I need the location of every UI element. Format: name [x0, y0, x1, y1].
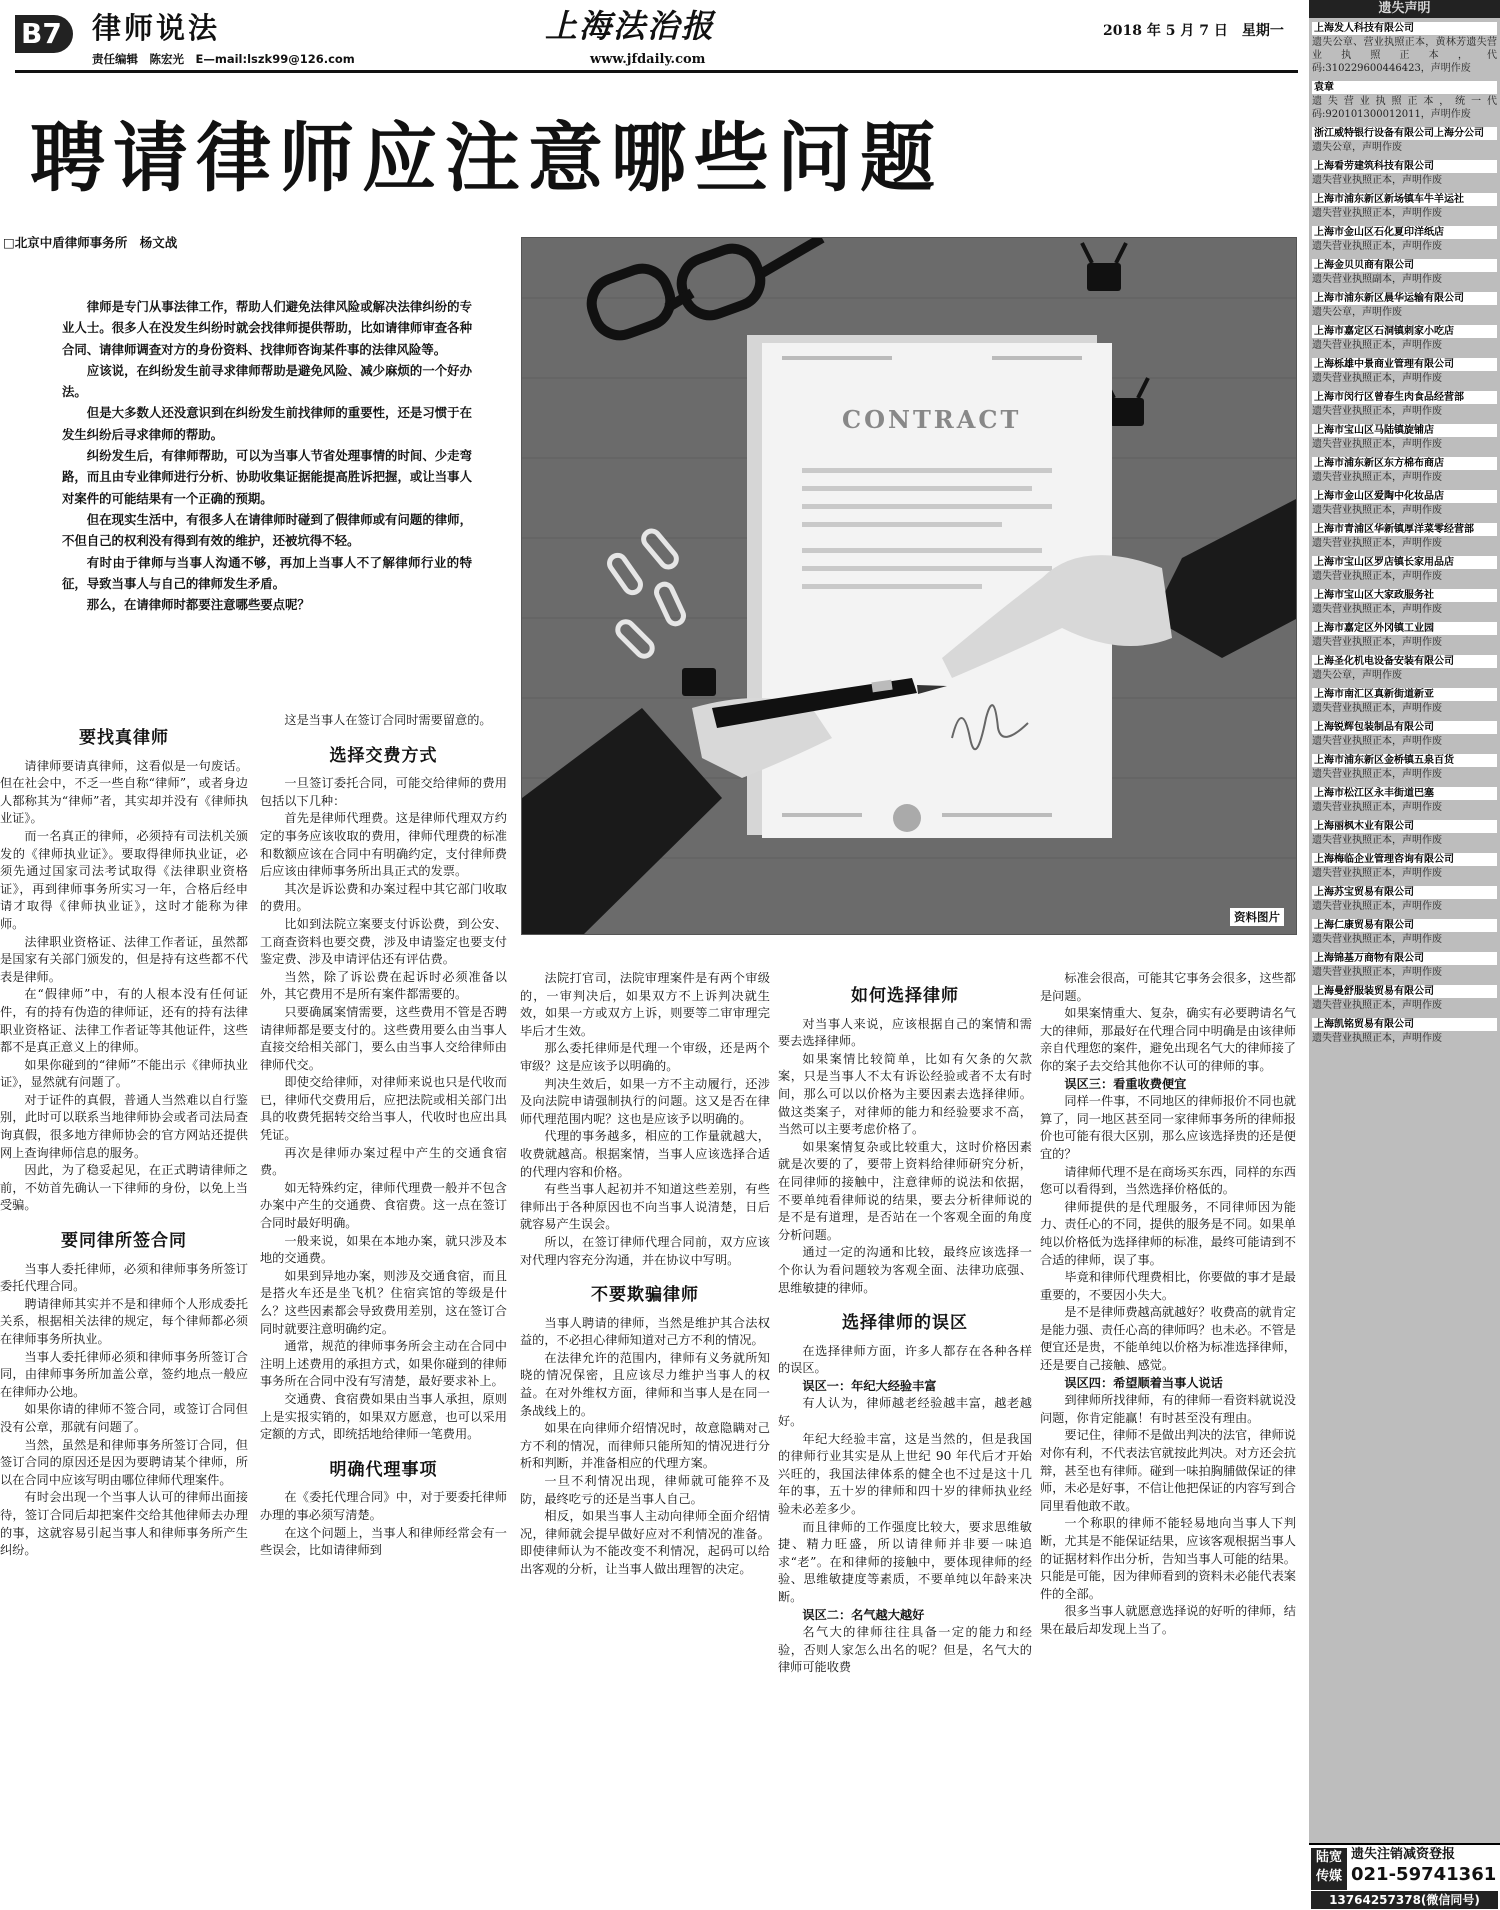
body-paragraph: 同样一件事，不同地区的律师报价不同也就算了，同一地区甚至同一家律师事务所的律师报价也可能有很大区别，那么应该选择贵的还是便宜的？ — [1040, 1094, 1296, 1161]
ad-text: 遗失营业执照正本，声明作废 — [1312, 835, 1442, 846]
body-paragraph: 如果你碰到的“律师”不能出示《律师执业证》，显然就有问题了。 — [0, 1057, 248, 1090]
column-3 — [520, 970, 770, 1910]
lead-paragraph: 那么，在请律师时都要注意哪些要点呢？ — [86, 597, 310, 613]
ad-notice — [1309, 519, 1500, 552]
ad-text: 遗失营业执照正本，声明作废 — [1312, 472, 1442, 483]
ad-text: 遗失营业执照正本，声明作废 — [1312, 868, 1442, 879]
body-paragraph: 聘请律师其实并不是和律师个人形成委托关系，根据相关法律的规定，每个律师都必须在律师事务所执业。 — [0, 1296, 248, 1346]
ads-column-title: 遗失声明 — [1309, 0, 1500, 18]
ads-footer-brand: 陆宽 传媒 — [1311, 1848, 1347, 1890]
ad-text: 遗失营业执照正本，声明作废 — [1312, 406, 1442, 417]
subheading: 选择交费方式 — [329, 745, 438, 766]
ad-company: 上海圣化机电设备安装有限公司 — [1312, 655, 1497, 668]
ad-notice — [1309, 684, 1500, 717]
ad-notice — [1309, 552, 1500, 585]
ad-text: 遗失营业执照正本，声明作废 — [1312, 901, 1442, 912]
ad-notice — [1309, 882, 1500, 915]
body-paragraph: 只要确属案情需要，这些费用不管是否聘请律师都是要支付的。这些费用要么由当事人直接交给相关部门，要么由当事人交给律师由律师代交。 — [260, 1004, 507, 1072]
ad-notice — [1309, 816, 1500, 849]
column-4 — [778, 970, 1032, 1910]
ad-company: 上海市浦东新区东方棉布商店 — [1312, 457, 1497, 470]
body-paragraph: 很多当事人就愿意选择说的好听的律师，结果在最后却发现上当了。 — [1040, 1604, 1296, 1636]
body-paragraph: 法院打官司，法院审理案件是有两个审级的，一审判决后，如果双方不上诉判决就生效，如果一方或双方上诉，则要等二审审理完毕后才生效。 — [520, 971, 770, 1038]
body-paragraph: 毕竟和律师代理费相比，你要做的事才是最重要的，不要因小失大。 — [1040, 1270, 1296, 1302]
ad-notice — [1309, 585, 1500, 618]
body-paragraph: 名气大的律师往往具备一定的能力和经验，否则人家怎么出名的呢？但是，名气大的律师可能收费 — [778, 1625, 1032, 1675]
ads-list — [1309, 18, 1500, 1843]
ad-company: 上海市浦东新区新场镇车牛羊运社 — [1312, 193, 1497, 206]
ad-company: 上海锦基万商物有限公司 — [1312, 952, 1497, 965]
body-paragraph: 请律师代理不是在商场买东西，同样的东西您可以看得到，当然选择价格低的。 — [1040, 1164, 1296, 1197]
subheading: 不要欺骗律师 — [591, 1285, 699, 1306]
body-paragraph: 那么委托律师是代理一个审级，还是两个审级？这是应该予以明确的。 — [520, 1041, 770, 1073]
ad-company: 上海丽枫木业有限公司 — [1312, 820, 1497, 833]
ad-company: 上海市金山区爱陶中化妆品店 — [1312, 490, 1497, 503]
ad-company: 上海仁康贸易有限公司 — [1312, 919, 1497, 932]
ads-footer-mobile: 13764257378(微信同号) — [1311, 1891, 1498, 1909]
contract-signing-illustration — [522, 238, 1297, 935]
ad-text: 遗失营业执照正本，声明作废 — [1312, 439, 1442, 450]
ad-notice — [1309, 651, 1500, 684]
ad-notice — [1309, 222, 1500, 255]
ad-text: 遗失营业执照正本，声明作废 — [1312, 175, 1442, 186]
lead-paragraph: 律师是专门从事法律工作，帮助人们避免法律风险或解决法律纠纷的专业人士。很多人在没发生纠纷时就会找律师提供帮助，比如请律师审查各种合同、请律师调查对方的身份资料、找律师咨询某件事的法律风险等。 — [62, 299, 472, 357]
body-paragraph: 律师提供的是代理服务，不同律师因为能力、责任心的不同，提供的服务是不同。如果单纯以价格低为选择律师的标准，最终可能请到不合适的律师，误了事。 — [1040, 1199, 1296, 1267]
body-paragraph: 当然，除了诉讼费在起诉时必须准备以外，其它费用不是所有案件都需要的。 — [260, 969, 507, 1002]
ad-company: 上海梅临企业管理咨询有限公司 — [1312, 853, 1497, 866]
body-paragraph: 年纪大经验丰富，这是当然的，但是我国的律师行业其实是从上世纪 90 年代后才开始兴旺的，我国法律体系的健全也不过是这十几年的事，五十岁的律师和四十岁的律师执业经验未必差多少。 — [778, 1431, 1032, 1517]
ad-notice — [1309, 981, 1500, 1014]
body-paragraph: 对于证件的真假，普通人当然难以自行鉴别，此时可以联系当地律师协会或者司法局查询真假，很多地方律师协会的官方网站还提供网上查询律师信息的服务。 — [0, 1092, 248, 1160]
ad-notice — [1309, 321, 1500, 354]
body-paragraph: 一旦签订委托合同，可能交给律师的费用包括以下几种： — [260, 776, 507, 808]
ad-company: 上海栎雄中景商业管理有限公司 — [1312, 358, 1497, 371]
body-paragraph: 这是当事人在签订合同时需要留意的。 — [284, 713, 492, 727]
body-paragraph: 当事人聘请的律师，当然是维护其合法权益的，不必担心律师知道对己方不利的情况。 — [520, 1315, 770, 1348]
body-paragraph: 相反，如果当事人主动向律师全面介绍情况，律师就会提早做好应对不利情况的准备。即使律师认为不能改变不利情况，起码可以给出客观的分析，让当事人做出理智的决定。 — [520, 1509, 770, 1576]
ad-text: 遗失营业执照正本，声明作废 — [1312, 538, 1442, 549]
column-1 — [0, 712, 248, 1910]
column-5 — [1040, 970, 1296, 1910]
ad-notice — [1309, 783, 1500, 816]
body-paragraph: 标准会很高，可能其它事务会很多，这些都是问题。 — [1040, 971, 1296, 1003]
body-paragraph: 其次是诉讼费和办案过程中其它部门收取的费用。 — [260, 881, 507, 914]
ad-notice — [1309, 750, 1500, 783]
ad-text: 遗失营业执照正本，声明作废 — [1312, 373, 1442, 384]
ad-company: 上海市嘉定区外冈镇工业园 — [1312, 622, 1497, 635]
body-paragraph: 在“假律师”中，有的人根本没有任何证件，有的持有伪造的律师证，还有的持有法律职业资格证、法律工作者证等其他证件，这些都不是真正意义上的律师。 — [0, 987, 248, 1055]
body-paragraph: 是不是律师费越高就越好？收费高的就肯定是能力强、责任心高的律师吗？也未必。不管是便宜还是贵，不能单纯以价格为标准选择律师，还是要自己接触、感觉。 — [1040, 1305, 1296, 1373]
ad-notice — [1309, 255, 1500, 288]
ad-text: 遗失营业执照正本，声明作废 — [1312, 604, 1442, 615]
ad-company: 上海苏宝贸易有限公司 — [1312, 886, 1497, 899]
article-title: 聘请律师应注意哪些问题 — [30, 114, 944, 202]
body-paragraph: 如果案情复杂或比较重大，这时价格因素就是次要的了，要带上资料给律师研究分析，在同律师的接触中，注意律师的说法和依据，不要单纯看律师说的结果，要去分析律师说的是不是有道理，是否站在一个客观全面的角度分析问题。 — [778, 1139, 1032, 1242]
body-paragraph: 请律师要请真律师，这看似是一句废话。但在社会中，不乏一些自称“律师”，或者身边人都称其为“律师”者，其实却并没有《律师执业证》。 — [0, 758, 248, 826]
ad-company: 上海看劳建筑科技有限公司 — [1312, 160, 1497, 173]
ad-text: 遗失公章、营业执照正本，黄林芳遗失营业执照正本，代码:310229600446423，声明作废 — [1312, 37, 1497, 74]
column-2 — [260, 712, 507, 1910]
body-paragraph: 如果在向律师介绍情况时，故意隐瞒对己方不利的情况，而律师只能所知的情况进行分析和判断，并准备相应的代理方案。 — [520, 1421, 770, 1471]
ads-footer-service: 遗失注销减资登报 — [1351, 1847, 1456, 1862]
lead-paragraph: 但在现实生活中，有很多人在请律师时碰到了假律师或有问题的律师，不但自己的权利没有得到有效的维护，还被坑得不轻。 — [62, 511, 472, 549]
body-paragraph: 在法律允许的范围内，律师有义务就所知晓的情况保密，且应该尽力维护当事人的权益。在对外维权方面，律师和当事人是在同一条战线上的。 — [520, 1350, 770, 1418]
body-paragraph: 通过一定的沟通和比较，最终应该选择一个你认为看问题较为客观全面、法律功底强、思维敏捷的律师。 — [778, 1245, 1032, 1295]
lead-paragraph: 但是大多数人还没意识到在纠纷发生前找律师的重要性，还是习惯于在发生纠纷后寻求律师的帮助。 — [62, 405, 472, 442]
photo-credit: 资料图片 — [1230, 908, 1284, 926]
misconception-heading: 误区一：年纪大经验丰富 — [802, 1378, 937, 1393]
body-paragraph: 通常，规范的律师事务所会主动在合同中注明上述费用的承担方式，如果你碰到的律师事务所在合同中没有写清楚，最好要求补上。 — [260, 1339, 507, 1389]
subheading: 明确代理事项 — [329, 1459, 438, 1480]
ad-text: 遗失营业执照正本，声明作废 — [1312, 637, 1442, 648]
ad-company: 上海市宝山区大家政服务社 — [1312, 589, 1497, 602]
ad-text: 遗失营业执照副本，声明作废 — [1312, 274, 1442, 285]
body-paragraph: 所以，在签订律师代理合同前，双方应该对代理内容充分沟通，并在协议中写明。 — [520, 1234, 770, 1267]
ad-company: 上海市闵行区曾春生肉食品经营部 — [1312, 391, 1497, 404]
misconception-heading: 误区二：名气越大越好 — [802, 1607, 925, 1622]
subheading: 选择律师的误区 — [842, 1313, 968, 1334]
ad-notice — [1309, 948, 1500, 981]
ad-notice — [1309, 156, 1500, 189]
body-paragraph: 判决生效后，如果一方不主动履行，还涉及向法院申请强制执行的问题。这又是否在律师代理范围内呢？这也是应该予以明确的。 — [520, 1076, 770, 1126]
ad-company: 上海市宝山区马陆镇旋铺店 — [1312, 424, 1497, 437]
ad-text: 遗失营业执照正本，声明作废 — [1312, 1000, 1442, 1011]
ad-company: 上海市青浦区华新镇厚洋菜零经营部 — [1312, 523, 1497, 536]
ad-notice — [1309, 717, 1500, 750]
ad-text: 遗失营业执照正本，声明作废 — [1312, 934, 1442, 945]
ad-notice — [1309, 915, 1500, 948]
body-paragraph: 要记住，律师不是做出判决的法官，律师说对你有利，不代表法官就按此判决。对方还会抗辩，甚至也有律师。碰到一味拍胸脯做保证的律师，未必是好事，不信让他把保证的内容写到合同里看他敢不敢。 — [1040, 1428, 1296, 1513]
page-badge: B7 — [15, 15, 73, 53]
ad-company: 袁章 — [1312, 81, 1497, 94]
body-paragraph: 比如到法院立案要支付诉讼费，到公安、工商查资料也要交费，涉及申请鉴定也要支付鉴定费、涉及申请评估还有评估费。 — [260, 916, 507, 967]
body-paragraph: 当事人委托律师，必须和律师事务所签订委托代理合同。 — [0, 1261, 248, 1294]
ad-company: 上海凯铭贸易有限公司 — [1312, 1018, 1497, 1031]
body-paragraph: 在《委托代理合同》中，对于要委托律师办理的事必须写清楚。 — [260, 1490, 507, 1522]
body-paragraph: 一般来说，如果在本地办案，就只涉及本地的交通费。 — [260, 1233, 507, 1266]
ad-text: 遗失营业执照正本，声明作废 — [1312, 736, 1442, 747]
ad-company: 上海市松江区永丰街道巴塞 — [1312, 787, 1497, 800]
ads-footer — [1309, 1843, 1500, 1910]
ad-notice — [1309, 618, 1500, 651]
ad-text: 遗失营业执照正本，声明作废 — [1312, 571, 1442, 582]
ad-company: 上海锐辉包装制品有限公司 — [1312, 721, 1497, 734]
subheading: 要找真律师 — [79, 728, 169, 748]
ad-company: 上海市南汇区真新街道新亚 — [1312, 688, 1497, 701]
body-paragraph: 在这个问题上，当事人和律师经常会有一些误会，比如请律师到 — [260, 1525, 507, 1558]
ad-text: 遗失营业执照正本，声明作废 — [1312, 208, 1442, 219]
ad-company: 浙江威特银行设备有限公司上海分公司 — [1312, 127, 1497, 140]
ad-notice — [1309, 849, 1500, 882]
body-paragraph: 有人认为，律师越老经验越丰富，越老越好。 — [778, 1396, 1032, 1429]
subheading: 要同律所签合同 — [61, 1231, 187, 1252]
ad-notice — [1309, 453, 1500, 486]
header-rule — [15, 70, 1298, 73]
ad-notice — [1309, 77, 1500, 123]
ad-text: 遗失营业执照正本，声明作废 — [1312, 769, 1442, 780]
body-paragraph: 如果你请的律师不签合同，或签订合同但没有公章，那就有问题了。 — [0, 1402, 248, 1434]
body-paragraph: 对当事人来说，应该根据自己的案情和需要去选择律师。 — [778, 1016, 1032, 1049]
issue-date: 2018 年 5 月 7 日 星期一 — [1103, 23, 1284, 39]
misconception-heading: 误区三：看重收费便宜 — [1064, 1076, 1187, 1091]
ad-text: 遗失营业执照正本，声明作废 — [1312, 505, 1442, 516]
masthead: 上海法治报 — [545, 7, 716, 45]
classified-ads-column — [1309, 0, 1500, 1910]
body-paragraph: 即使交给律师，对律师来说也只是代收而已，律师代交费用后，应把法院或相关部门出具的收费凭据转交给当事人，代收时也应出具凭证。 — [260, 1075, 507, 1143]
body-paragraph: 而且律师的工作强度比较大，要求思维敏捷、精力旺盛，所以请律师并非要一味追求“老”。在和律师的接触中，要体现律师的经验、思维敏捷度等素质，不要单纯以年龄来决断。 — [778, 1519, 1032, 1604]
ad-text: 遗失营业执照正本，统一代码:920101300012011，声明作废 — [1312, 96, 1497, 120]
subheading: 如何选择律师 — [851, 986, 959, 1006]
lead-paragraph: 纠纷发生后，有律师帮助，可以为当事人节省处理事情的时间、少走弯路，而且由专业律师进行分析、协助收集证据能提高胜诉把握，或让当事人对案件的可能结果有一个正确的预期。 — [62, 448, 472, 506]
ad-company: 上海市浦东新区金桥镇五泉百货 — [1312, 754, 1497, 767]
ad-company: 上海市金山区石化夏印洋纸店 — [1312, 226, 1497, 239]
ad-notice — [1309, 189, 1500, 222]
ad-text: 遗失营业执照正本，声明作废 — [1312, 1033, 1442, 1044]
ad-company: 上海曼舒服装贸易有限公司 — [1312, 985, 1497, 998]
body-paragraph: 当事人委托律师必须和律师事务所签订合同，由律师事务所加盖公章，签约地点一般应在律师办公地。 — [0, 1349, 248, 1399]
svg-text:CONTRACT: CONTRACT — [842, 405, 1022, 434]
body-paragraph: 而一名真正的律师，必须持有司法机关颁发的《律师执业证》。要取得律师执业证，必须先通过国家司法考试取得《法律职业资格证》，再到律师事务所实习一年，合格后经申请才取得《律师执业证》，这时才能称为律师。 — [0, 828, 248, 931]
ad-notice — [1309, 18, 1500, 77]
lead-paragraph: 有时由于律师与当事人沟通不够，再加上当事人不了解律师行业的特征，导致当事人与自己的律师发生矛盾。 — [62, 554, 472, 591]
body-paragraph: 因此，为了稳妥起见，在正式聘请律师之前，不妨首先确认一下律师的身份，以免上当受骗。 — [0, 1163, 248, 1213]
article-photo — [521, 237, 1297, 935]
body-paragraph: 如果案情比较简单，比如有欠条的欠款案，只是当事人不太有诉讼经验或者不太有时间，那么可以以价格为主要因素去选择律师。做这类案子，对律师的能力和经验要求不高，当然可以主要考虑价格了。 — [778, 1051, 1032, 1137]
ad-text: 遗失公章，声明作废 — [1312, 670, 1402, 681]
body-paragraph: 法律职业资格证、法律工作者证，虽然都是国家有关部门颁发的，但是持有这些都不代表是律师。 — [0, 934, 248, 984]
ad-notice — [1309, 387, 1500, 420]
ad-text: 遗失营业执照正本，声明作废 — [1312, 241, 1442, 252]
body-paragraph: 一旦不利情况出现，律师就可能猝不及防，最终吃亏的还是当事人自己。 — [520, 1474, 770, 1506]
ad-text: 遗失营业执照正本，声明作废 — [1312, 340, 1442, 351]
ad-company: 上海市浦东新区晨华运输有限公司 — [1312, 292, 1497, 305]
ad-text: 遗失营业执照正本，声明作废 — [1312, 802, 1442, 813]
body-paragraph: 有些当事人起初并不知道这些差别，有些律师出于各种原因也不向当事人说清楚，日后就容易产生误会。 — [520, 1182, 770, 1232]
ad-text: 遗失公章，声明作废 — [1312, 307, 1402, 318]
lead-paragraph: 应该说，在纠纷发生前寻求律师帮助是避免风险、减少麻烦的一个好办法。 — [62, 362, 472, 400]
ads-footer-phone: 021-59741361 — [1351, 1864, 1497, 1885]
body-paragraph: 到律师所找律师，有的律师一看资料就说没问题，你肯定能赢！有时甚至没有理由。 — [1040, 1393, 1296, 1425]
ad-text: 遗失营业执照正本，声明作废 — [1312, 967, 1442, 978]
ad-notice — [1309, 486, 1500, 519]
ad-company: 上海市嘉定区石洞镇刺家小吃店 — [1312, 325, 1497, 338]
ad-notice — [1309, 1014, 1500, 1047]
ad-notice — [1309, 420, 1500, 453]
misconception-heading: 误区四：希望顺着当事人说话 — [1064, 1375, 1223, 1390]
ad-text: 遗失营业执照正本，声明作废 — [1312, 703, 1442, 714]
body-paragraph: 如无特殊约定，律师代理费一般并不包含办案中产生的交通费、食宿费。这一点在签订合同时最好明确。 — [260, 1180, 507, 1231]
byline: □北京中盾律师事务所 杨文战 — [3, 235, 178, 250]
body-paragraph: 代理的事务越多，相应的工作量就越大，收费就越高。根据案情，当事人应该选择合适的代理内容和价格。 — [520, 1129, 770, 1179]
section-title: 律师说法 — [92, 11, 221, 45]
ad-notice — [1309, 354, 1500, 387]
body-paragraph: 有时会出现一个当事人认可的律师出面接待，签订合同后却把案件交给其他律师去办理的事，这就容易引起当事人和律师事务所产生纠纷。 — [0, 1490, 248, 1558]
body-paragraph: 首先是律师代理费。这是律师代理双方约定的事务应该收取的费用，律师代理费的标准和数额应该在合同中有明确约定，支付律师费后应该由律师事务所出具正式的发票。 — [260, 811, 507, 879]
body-paragraph: 一个称职的律师不能轻易地向当事人下判断，尤其是不能保证结果，应该客观根据当事人的证据材料作出分析，告知当事人可能的结果。只能是可能，因为律师看到的资料未必能代表案件的全部。 — [1040, 1516, 1296, 1601]
ad-notice — [1309, 123, 1500, 156]
body-paragraph: 交通费、食宿费如果由当事人承担，原则上是实报实销的，如果双方愿意，也可以采用定额的方式，即统括地给律师一笔费用。 — [260, 1391, 507, 1442]
body-paragraph: 如果案情重大、复杂，确实有必要聘请名气大的律师，那最好在代理合同中明确是由该律师亲自代理您的案件，避免出现名气大的律师接了你的案子去交给其他你不认可的律师的事。 — [1040, 1006, 1296, 1073]
ad-company: 上海金贝贝商有限公司 — [1312, 259, 1497, 272]
ad-text: 遗失公章，声明作废 — [1312, 142, 1402, 153]
ad-notice — [1309, 288, 1500, 321]
body-paragraph: 如果到异地办案，则涉及交通食宿，而且是搭火车还是坐飞机？住宿宾馆的等级是什么？这些因素都会导致费用差别，这在签订合同时就要注意明确约定。 — [260, 1268, 507, 1336]
article-lead — [62, 296, 472, 686]
website: www.jfdaily.com — [590, 52, 706, 67]
ad-company: 上海市宝山区罗店镇长家用品店 — [1312, 556, 1497, 569]
editor-line: 责任编辑 陈宏光 E—mail:lszk99@126.com — [92, 52, 355, 66]
body-paragraph: 当然，虽然是和律师事务所签订合同，但签订合同的原因还是因为要聘请某个律师，所以在合同中应该写明由哪位律师代理案件。 — [0, 1437, 248, 1487]
body-paragraph: 再次是律师办案过程中产生的交通食宿费。 — [260, 1145, 507, 1178]
ad-company: 上海发人科技有限公司 — [1312, 22, 1497, 35]
body-paragraph: 在选择律师方面，许多人都存在各种各样的误区。 — [778, 1343, 1032, 1376]
